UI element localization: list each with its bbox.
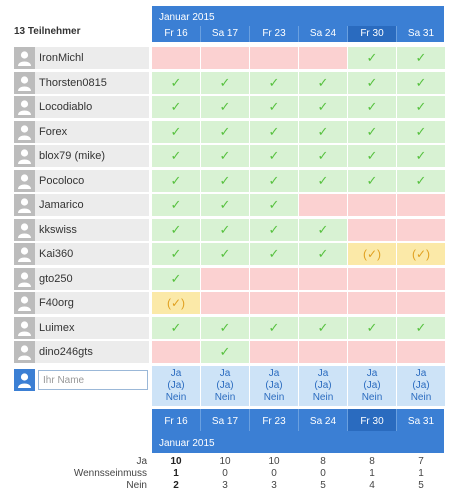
date-column-header[interactable]: Fr 23	[262, 28, 286, 39]
choice-option[interactable]: Nein	[263, 392, 285, 403]
vote-cell-yes: ✓	[250, 194, 298, 216]
person-icon	[14, 194, 35, 216]
vote-cell-yes: ✓	[348, 145, 396, 167]
vote-cell-yes: ✓	[250, 219, 298, 241]
column-divider	[347, 26, 348, 42]
vote-cell-no	[397, 194, 445, 216]
vote-cell-yes: ✓	[299, 243, 347, 265]
vote-cell-yes: ✓	[348, 317, 396, 339]
participant-row	[14, 341, 149, 363]
vote-cell-maybe: (✓)	[348, 243, 396, 265]
choice-option[interactable]: (Ja)	[167, 380, 185, 391]
person-icon	[14, 121, 35, 143]
vote-cell-no	[397, 292, 445, 314]
choice-option[interactable]: Nein	[361, 392, 383, 403]
date-column-header[interactable]: Sa 17	[211, 28, 239, 39]
participant-name: IronMichl	[39, 52, 84, 64]
summary-value: 8	[369, 456, 375, 467]
participant-name: blox79 (mike)	[39, 150, 106, 162]
column-divider	[347, 409, 348, 431]
vote-cell-no	[152, 341, 200, 363]
vote-cell-yes: ✓	[152, 268, 200, 290]
availability-choice[interactable]	[250, 366, 298, 406]
vote-cell-yes: ✓	[299, 219, 347, 241]
summary-label: Wennsseinmuss	[73, 468, 147, 479]
vote-cell-no	[250, 47, 298, 69]
vote-cell-yes: ✓	[152, 317, 200, 339]
vote-cell-no	[250, 268, 298, 290]
participant-row	[14, 219, 149, 241]
vote-cell-no	[348, 341, 396, 363]
participant-name: dino246gts	[39, 346, 93, 358]
vote-cell-no	[299, 47, 347, 69]
column-divider	[249, 409, 250, 431]
availability-choice[interactable]	[348, 366, 396, 406]
participant-row	[14, 145, 149, 167]
participant-row	[14, 121, 149, 143]
vote-cell-yes: ✓	[299, 317, 347, 339]
participant-row	[14, 170, 149, 192]
summary-value: 0	[222, 468, 228, 479]
summary-value: 7	[418, 456, 424, 467]
choice-option[interactable]: Ja	[415, 368, 427, 379]
name-input[interactable]	[38, 370, 148, 390]
date-column-header[interactable]: Fr 30	[348, 26, 396, 42]
summary-value: 5	[418, 480, 424, 491]
vote-cell-yes: ✓	[250, 96, 298, 118]
participant-name: kkswiss	[39, 223, 77, 236]
summary-label: Nein	[126, 480, 147, 491]
vote-cell-yes: ✓	[348, 96, 396, 118]
vote-cell-yes: ✓	[152, 219, 200, 241]
vote-cell-no	[201, 268, 249, 290]
vote-cell-yes: ✓	[152, 243, 200, 265]
summary-value: 1	[173, 468, 179, 479]
participant-name: Kai360	[39, 248, 74, 260]
vote-cell-no	[348, 268, 396, 290]
vote-cell-yes: ✓	[397, 47, 445, 69]
vote-cell-yes: ✓	[250, 243, 298, 265]
date-column-header[interactable]: Sa 24	[309, 416, 337, 427]
vote-cell-yes: ✓	[250, 317, 298, 339]
date-header-top	[152, 6, 444, 42]
participant-name: Jamarico	[39, 199, 84, 211]
vote-cell-yes: ✓	[250, 145, 298, 167]
participant-count: 13 Teilnehmer	[14, 26, 81, 37]
choice-option[interactable]: Nein	[312, 392, 334, 403]
participant-row	[14, 317, 149, 339]
person-icon	[14, 243, 35, 265]
vote-cell-yes: ✓	[201, 341, 249, 363]
choice-option[interactable]: Nein	[410, 392, 432, 403]
choice-option[interactable]: (Ja)	[363, 380, 381, 391]
vote-cell-yes: ✓	[250, 121, 298, 143]
summary-value: 1	[369, 468, 375, 479]
person-icon	[14, 341, 35, 363]
vote-cell-yes: ✓	[299, 145, 347, 167]
participant-row	[14, 243, 149, 265]
vote-cell-no	[152, 47, 200, 69]
vote-cell-no	[397, 219, 445, 241]
availability-choice[interactable]	[152, 366, 200, 406]
vote-cell-yes: ✓	[299, 72, 347, 94]
summary-value: 10	[170, 456, 182, 467]
vote-cell-no	[397, 341, 445, 363]
person-icon	[14, 292, 35, 314]
participant-name: Thorsten0815	[39, 76, 107, 89]
vote-cell-yes: ✓	[201, 194, 249, 216]
column-divider	[298, 409, 299, 431]
vote-cell-yes: ✓	[397, 72, 445, 94]
vote-cell-no	[299, 341, 347, 363]
column-divider	[396, 409, 397, 431]
summary-value: 0	[271, 468, 277, 479]
vote-cell-yes: ✓	[152, 96, 200, 118]
vote-cell-yes: ✓	[201, 121, 249, 143]
vote-cell-yes: ✓	[152, 170, 200, 192]
choice-option[interactable]: Ja	[268, 368, 280, 379]
participant-row	[14, 72, 149, 94]
date-column-header[interactable]: Sa 17	[211, 416, 239, 427]
person-icon	[14, 145, 35, 167]
date-column-header[interactable]: Sa 24	[309, 28, 337, 39]
date-column-header[interactable]: Sa 31	[407, 28, 435, 39]
vote-cell-yes: ✓	[250, 72, 298, 94]
vote-cell-yes: ✓	[250, 170, 298, 192]
person-icon	[14, 47, 35, 69]
vote-cell-yes: ✓	[299, 96, 347, 118]
vote-cell-maybe: (✓)	[397, 243, 445, 265]
vote-cell-yes: ✓	[348, 170, 396, 192]
availability-choice[interactable]	[201, 366, 249, 406]
vote-cell-no	[299, 268, 347, 290]
summary-value: 4	[369, 480, 375, 491]
participant-name: Luimex	[39, 321, 75, 334]
vote-cell-yes: ✓	[152, 145, 200, 167]
vote-cell-yes: ✓	[348, 72, 396, 94]
vote-cell-yes: ✓	[201, 317, 249, 339]
participant-name: Pocoloco	[39, 174, 85, 187]
person-icon	[14, 96, 35, 118]
summary-value: 8	[320, 456, 326, 467]
vote-cell-yes: ✓	[397, 317, 445, 339]
choice-option[interactable]: Nein	[165, 392, 187, 403]
date-column-header[interactable]: Fr 30	[348, 409, 396, 431]
vote-cell-maybe: (✓)	[152, 292, 200, 314]
date-column-header[interactable]: Fr 16	[164, 28, 188, 39]
column-divider	[396, 26, 397, 42]
vote-cell-no	[299, 194, 347, 216]
vote-cell-yes: ✓	[201, 72, 249, 94]
participant-name: F40org	[39, 297, 74, 309]
person-icon	[14, 170, 35, 192]
choice-option[interactable]: Ja	[317, 368, 329, 379]
date-header-bottom	[152, 409, 444, 453]
column-divider	[200, 26, 201, 42]
summary-value: 2	[173, 480, 179, 491]
vote-cell-no	[250, 341, 298, 363]
month-label: Januar 2015	[159, 12, 215, 23]
vote-cell-no	[201, 47, 249, 69]
summary-value: 5	[320, 480, 326, 491]
participant-row	[14, 96, 149, 118]
date-column-header[interactable]: Sa 31	[407, 416, 435, 427]
participant-name: Locodiablo	[39, 101, 93, 113]
person-icon	[14, 72, 35, 94]
month-label: Januar 2015	[159, 438, 215, 449]
summary-value: 3	[222, 480, 228, 491]
choice-option[interactable]: (Ja)	[265, 380, 283, 391]
vote-cell-no	[201, 292, 249, 314]
vote-cell-no	[397, 268, 445, 290]
column-divider	[298, 26, 299, 42]
participant-row	[14, 194, 149, 216]
person-icon	[14, 268, 35, 290]
vote-cell-no	[348, 219, 396, 241]
choice-option[interactable]: (Ja)	[216, 380, 234, 391]
availability-choice[interactable]	[299, 366, 347, 406]
person-icon	[14, 219, 35, 241]
vote-cell-yes: ✓	[348, 121, 396, 143]
vote-cell-yes: ✓	[201, 145, 249, 167]
vote-cell-yes: ✓	[201, 170, 249, 192]
date-column-header[interactable]: Fr 23	[262, 416, 286, 427]
choice-option[interactable]: Ja	[170, 368, 182, 379]
participant-name: Forex	[39, 125, 68, 138]
choice-option[interactable]: Ja	[366, 368, 378, 379]
vote-cell-no	[299, 292, 347, 314]
participant-row	[14, 268, 149, 290]
participant-row	[14, 47, 149, 69]
vote-cell-no	[250, 292, 298, 314]
choice-option[interactable]: Nein	[214, 392, 236, 403]
participant-name: gto250	[39, 272, 73, 285]
vote-cell-yes: ✓	[201, 243, 249, 265]
vote-cell-no	[348, 194, 396, 216]
new-participant-row	[14, 369, 149, 391]
vote-cell-yes: ✓	[397, 121, 445, 143]
column-divider	[249, 26, 250, 42]
summary-value: 10	[219, 456, 231, 467]
person-icon	[14, 369, 35, 391]
column-divider	[200, 409, 201, 431]
vote-cell-yes: ✓	[397, 170, 445, 192]
choice-option[interactable]: (Ja)	[314, 380, 332, 391]
vote-cell-yes: ✓	[201, 96, 249, 118]
vote-cell-yes: ✓	[152, 121, 200, 143]
summary-value: 3	[271, 480, 277, 491]
vote-cell-no	[348, 292, 396, 314]
vote-cell-yes: ✓	[397, 96, 445, 118]
availability-choice[interactable]	[397, 366, 445, 406]
participant-row	[14, 292, 149, 314]
person-icon	[14, 317, 35, 339]
vote-cell-yes: ✓	[152, 72, 200, 94]
summary-label: Ja	[136, 456, 147, 467]
vote-cell-yes: ✓	[152, 194, 200, 216]
choice-option[interactable]: (Ja)	[412, 380, 430, 391]
vote-cell-yes: ✓	[299, 121, 347, 143]
summary-value: 0	[320, 468, 326, 479]
summary-value: 1	[418, 468, 424, 479]
date-column-header[interactable]: Fr 16	[164, 416, 188, 427]
summary-value: 10	[268, 456, 280, 467]
vote-cell-yes: ✓	[397, 145, 445, 167]
choice-option[interactable]: Ja	[219, 368, 231, 379]
vote-cell-yes: ✓	[201, 219, 249, 241]
vote-cell-yes: ✓	[299, 170, 347, 192]
vote-cell-yes: ✓	[348, 47, 396, 69]
